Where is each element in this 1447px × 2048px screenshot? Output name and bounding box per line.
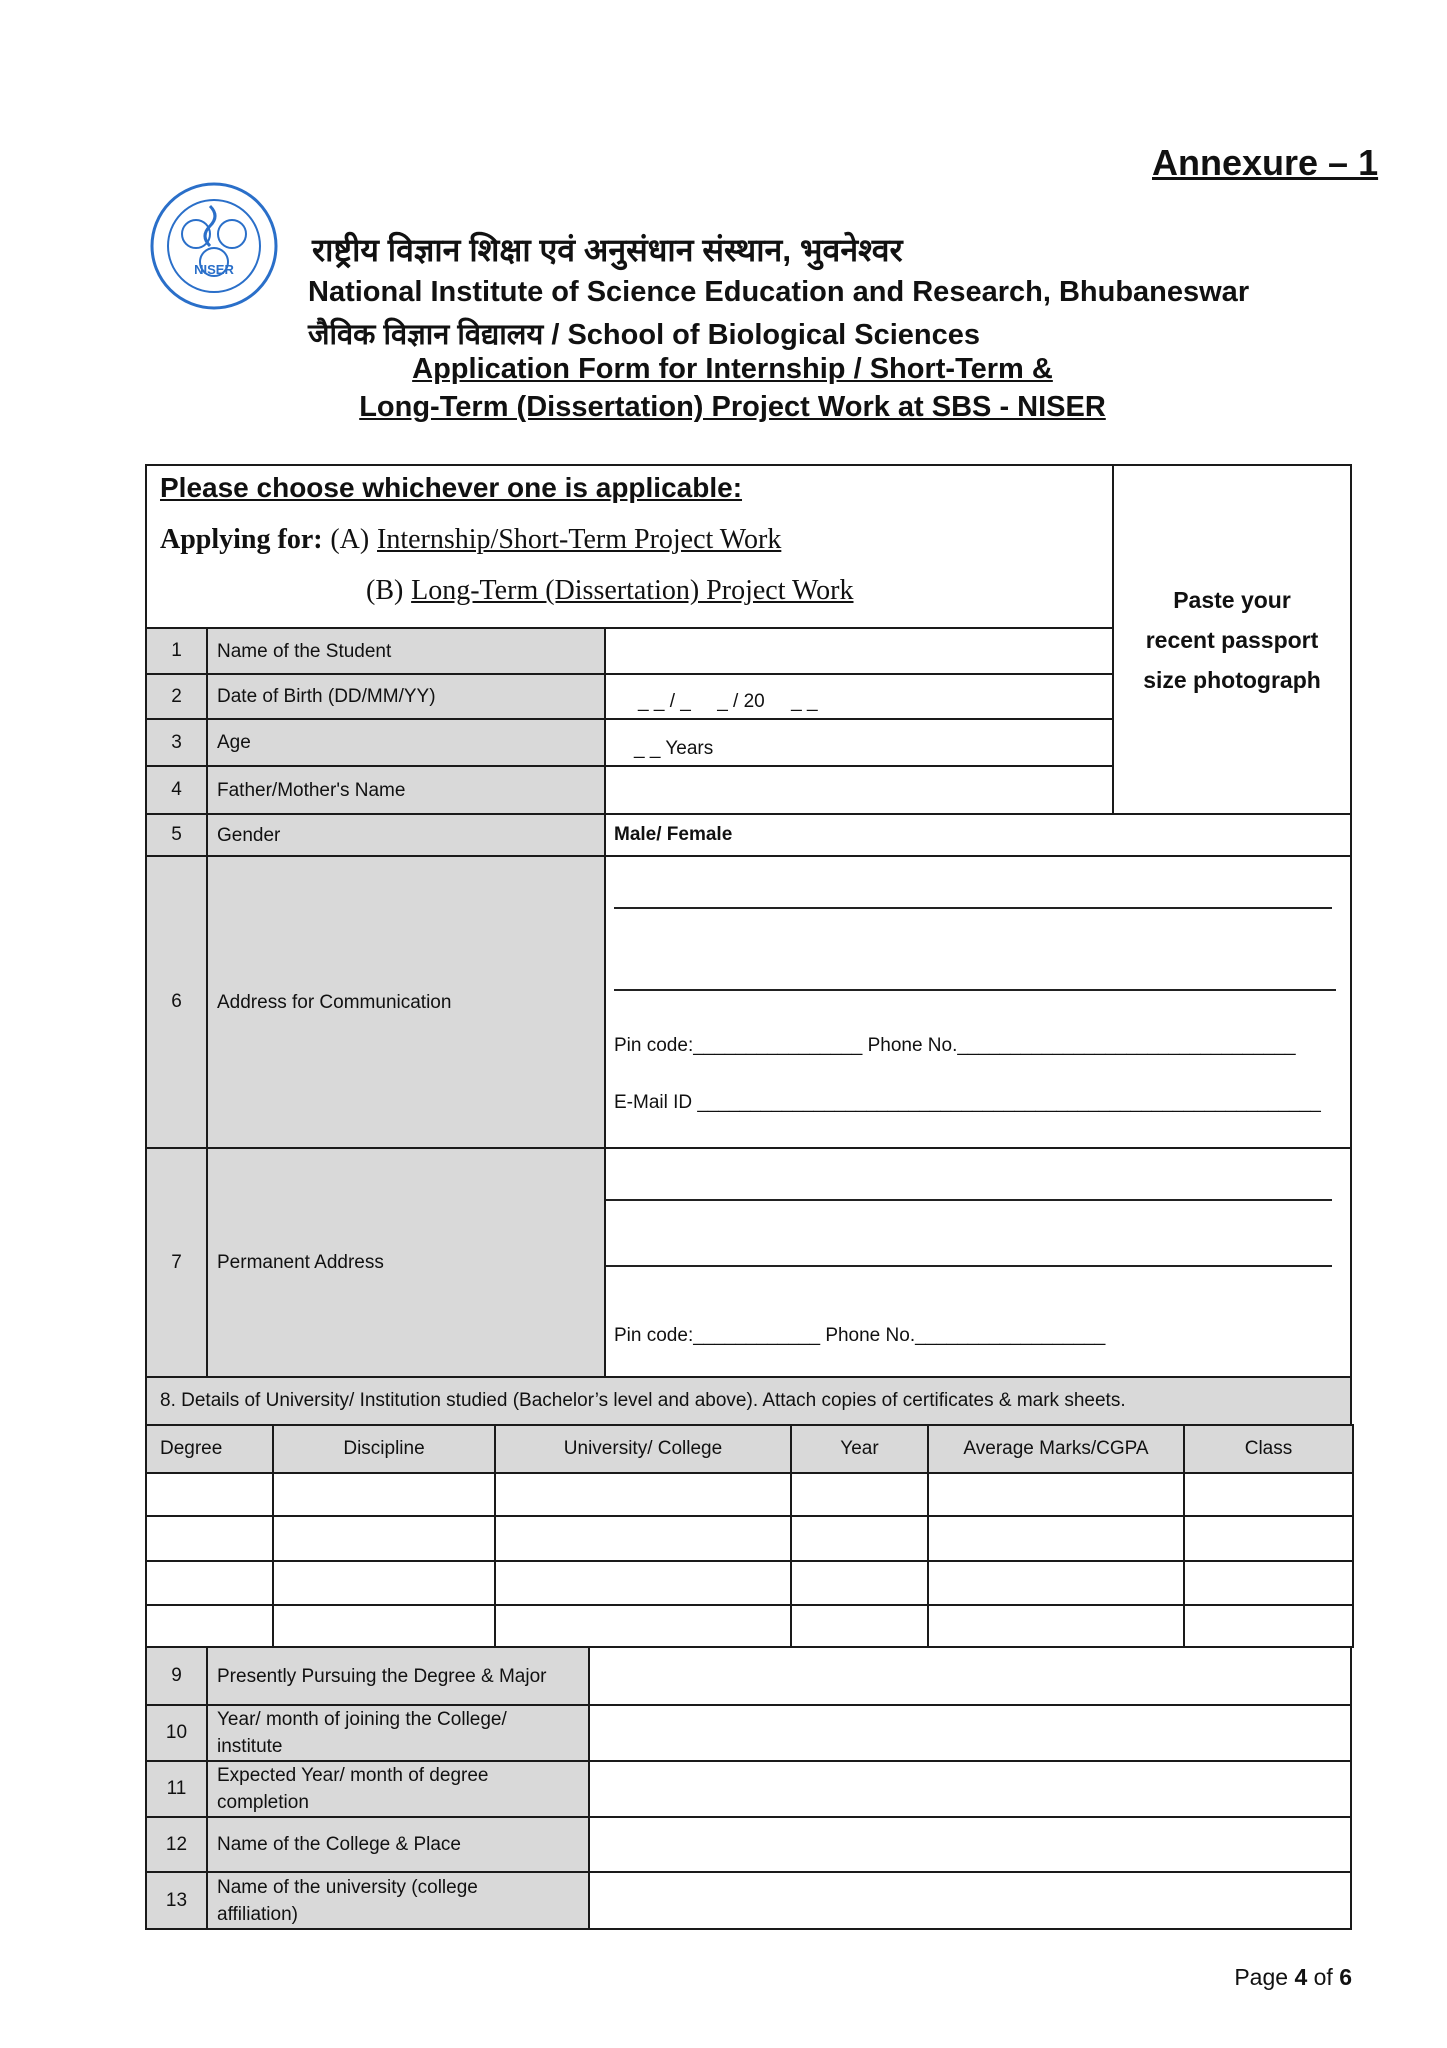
column-header: Degree bbox=[145, 1424, 274, 1474]
row-number: 3 bbox=[145, 718, 208, 767]
niser-logo bbox=[136, 166, 292, 326]
education-cell[interactable] bbox=[494, 1515, 792, 1562]
parent-name-field[interactable] bbox=[604, 765, 1114, 815]
education-cell[interactable] bbox=[494, 1560, 792, 1606]
pin-code-field[interactable]: Pin code:________________ Phone No.________________________________ bbox=[614, 1035, 1296, 1056]
row-number: 6 bbox=[145, 855, 208, 1149]
form-title-line-1: Application Form for Internship / Short-Term & bbox=[412, 353, 1053, 385]
address-line bbox=[606, 1199, 1332, 1201]
education-cell[interactable] bbox=[145, 1515, 274, 1562]
form-title-line-2: Long-Term (Dissertation) Project Work at SBS - NISER bbox=[359, 391, 1106, 423]
education-cell[interactable] bbox=[1183, 1472, 1354, 1517]
education-cell[interactable] bbox=[1183, 1604, 1354, 1648]
column-header: Class bbox=[1183, 1424, 1354, 1474]
student-name-field[interactable] bbox=[604, 627, 1114, 675]
communication-address-field[interactable] bbox=[604, 855, 1352, 1149]
education-cell[interactable] bbox=[790, 1472, 929, 1517]
institute-title: National Institute of Science Education and Research, Bhubaneswar bbox=[308, 276, 1250, 308]
row-label: Father/Mother's Name bbox=[206, 765, 606, 815]
row-label: Presently Pursuing the Degree & Major bbox=[206, 1646, 590, 1706]
photo-box[interactable] bbox=[1112, 464, 1352, 815]
row-number: 12 bbox=[145, 1816, 208, 1873]
row-input-field[interactable] bbox=[588, 1704, 1352, 1762]
photo-instruction-3: size photograph bbox=[1143, 666, 1321, 693]
row-number: 7 bbox=[145, 1147, 208, 1378]
row-label: Name of the university (college affiliation) bbox=[206, 1871, 590, 1930]
row-label: Age bbox=[206, 718, 606, 767]
row-label: Address for Communication bbox=[206, 855, 606, 1149]
education-cell[interactable] bbox=[790, 1515, 929, 1562]
education-cell[interactable] bbox=[790, 1604, 929, 1648]
gender-field[interactable] bbox=[604, 813, 1352, 857]
hindi-institute-title: राष्ट्रीय विज्ञान शिक्षा एवं अनुसंधान संस्थान, भुवनेश्वर bbox=[312, 232, 903, 268]
education-cell[interactable] bbox=[927, 1472, 1185, 1517]
row-label: Expected Year/ month of degree completion bbox=[206, 1760, 590, 1818]
education-cell[interactable] bbox=[272, 1560, 496, 1606]
dob-template: _ _ / _ _ / 20 _ _ bbox=[638, 691, 818, 712]
address-line bbox=[614, 989, 1336, 991]
photo-instruction-2: recent passport bbox=[1145, 626, 1319, 653]
education-section-header bbox=[145, 1376, 1352, 1426]
school-english: / School of Biological Sciences bbox=[551, 319, 980, 351]
age-template: _ _ Years bbox=[634, 738, 714, 759]
option-b-prefix: (B) bbox=[366, 575, 404, 606]
row-input-field[interactable] bbox=[588, 1871, 1352, 1930]
row-label: Gender bbox=[206, 813, 606, 857]
row-input-field[interactable] bbox=[588, 1646, 1352, 1706]
phone-field[interactable]: Phone No.__________________ bbox=[825, 1325, 1106, 1346]
education-cell[interactable] bbox=[1183, 1515, 1354, 1562]
row-number: 9 bbox=[145, 1646, 208, 1706]
row-label: Name of the College & Place bbox=[206, 1816, 590, 1873]
address-line bbox=[606, 1265, 1332, 1267]
column-header: University/ College bbox=[494, 1424, 792, 1474]
address-line bbox=[614, 907, 1332, 909]
row-number: 2 bbox=[145, 673, 208, 720]
row-number: 4 bbox=[145, 765, 208, 815]
page-number: Page 4 of 6 bbox=[1234, 1964, 1352, 1990]
option-a-internship[interactable]: Internship/Short-Term Project Work bbox=[377, 524, 782, 555]
applying-for-label: Applying for: bbox=[160, 524, 323, 555]
application-type-section bbox=[145, 464, 1114, 629]
annexure-label: Annexure – 1 bbox=[1152, 142, 1379, 183]
school-hindi: जैविक विज्ञान विद्यालय bbox=[308, 319, 544, 351]
row-label: Date of Birth (DD/MM/YY) bbox=[206, 673, 606, 720]
education-cell[interactable] bbox=[927, 1604, 1185, 1648]
row-label: Name of the Student bbox=[206, 627, 606, 675]
option-b-long-term[interactable]: Long-Term (Dissertation) Project Work bbox=[411, 575, 854, 606]
education-cell[interactable] bbox=[272, 1472, 496, 1517]
option-a-prefix: (A) bbox=[330, 524, 370, 555]
column-header: Average Marks/CGPA bbox=[927, 1424, 1185, 1474]
choose-instruction: Please choose whichever one is applicable: bbox=[160, 472, 743, 503]
row-number: 5 bbox=[145, 813, 208, 857]
education-cell[interactable] bbox=[272, 1515, 496, 1562]
logo-text: NISER bbox=[194, 262, 234, 277]
education-cell[interactable] bbox=[927, 1515, 1185, 1562]
education-cell[interactable] bbox=[1183, 1560, 1354, 1606]
education-cell[interactable] bbox=[494, 1472, 792, 1517]
education-cell[interactable] bbox=[927, 1560, 1185, 1606]
column-header: Year bbox=[790, 1424, 929, 1474]
row-label: Year/ month of joining the College/ institute bbox=[206, 1704, 590, 1762]
row-number: 1 bbox=[145, 627, 208, 675]
date-of-birth-field[interactable] bbox=[604, 673, 1114, 720]
gender-options: Male/ Female bbox=[614, 824, 733, 845]
row-input-field[interactable] bbox=[588, 1816, 1352, 1873]
pin-code-field[interactable]: Pin code:____________ Phone No.__________________ bbox=[614, 1325, 1106, 1346]
row-label: Permanent Address bbox=[206, 1147, 606, 1378]
education-cell[interactable] bbox=[145, 1560, 274, 1606]
education-cell[interactable] bbox=[145, 1604, 274, 1648]
education-title: 8. Details of University/ Institution studied (Bachelor’s level and above). Attach copies of certificates & mark sheets. bbox=[160, 1390, 1126, 1411]
row-number: 13 bbox=[145, 1871, 208, 1930]
phone-field[interactable]: Phone No.________________________________ bbox=[867, 1035, 1296, 1056]
email-field[interactable]: E-Mail ID ___________________________________________________________ bbox=[614, 1092, 1321, 1113]
education-cell[interactable] bbox=[790, 1560, 929, 1606]
education-cell[interactable] bbox=[494, 1604, 792, 1648]
education-cell[interactable] bbox=[272, 1604, 496, 1648]
permanent-address-field[interactable] bbox=[604, 1147, 1352, 1378]
row-number: 11 bbox=[145, 1760, 208, 1818]
age-field[interactable] bbox=[604, 718, 1114, 767]
photo-instruction-1: Paste your bbox=[1173, 586, 1291, 613]
column-header: Discipline bbox=[272, 1424, 496, 1474]
row-number: 10 bbox=[145, 1704, 208, 1762]
row-input-field[interactable] bbox=[588, 1760, 1352, 1818]
education-cell[interactable] bbox=[145, 1472, 274, 1517]
